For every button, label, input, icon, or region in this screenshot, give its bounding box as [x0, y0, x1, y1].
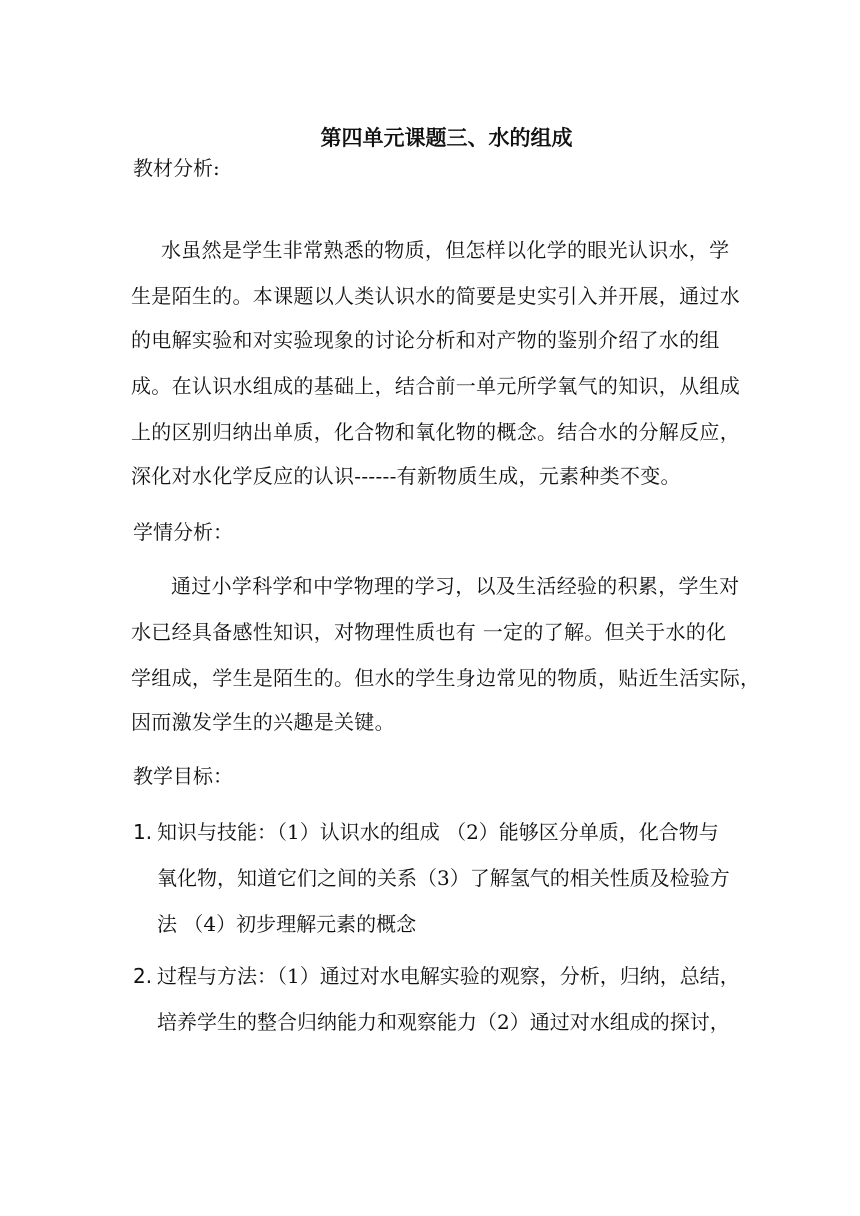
paragraph-line: 上的区别归纳出单质，化合物和氧化物的概念。结合水的分解反应， — [131, 420, 740, 444]
section-heading-material-analysis: 教材分析: — [133, 156, 220, 180]
page-title: 第四单元课题三、水的组成 — [320, 126, 573, 150]
paragraph-line: 因而激发学生的兴趣是关键。 — [131, 710, 395, 734]
paragraph-line: 通过小学科学和中学物理的学习，以及生活经验的积累，学生对 — [171, 574, 740, 598]
list-item-line: 法 （4）初步理解元素的概念 — [157, 912, 417, 936]
section-heading-teaching-goals: 教学目标： — [133, 764, 233, 788]
list-item-line: 氧化物，知道它们之间的关系（3）了解氢气的相关性质及检验方 — [157, 866, 730, 890]
paragraph-line: 水虽然是学生非常熟悉的物质，但怎样以化学的眼光认识水，学 — [161, 238, 730, 262]
paragraph-line: 生是陌生的。本课题以人类认识水的简要是史实引入并开展，通过水 — [131, 284, 740, 308]
paragraph-line: 成。在认识水组成的基础上，结合前一单元所学氧气的知识，从组成 — [131, 374, 740, 398]
paragraph-line: 水已经具备感性知识，对物理性质也有 一定的了解。但关于水的化 — [131, 620, 727, 644]
paragraph-line: 深化对水化学反应的认识------有新物质生成，元素种类不变。 — [131, 464, 681, 488]
list-number: 1. — [133, 820, 153, 844]
list-item-line: 培养学生的整合归纳能力和观察能力（2）通过对水组成的探讨， — [157, 1010, 730, 1034]
paragraph-line: 学组成，学生是陌生的。但水的学生身边常见的物质，贴近生活实际， — [131, 666, 761, 690]
list-number: 2. — [133, 964, 153, 988]
section-heading-student-analysis: 学情分析： — [133, 520, 233, 544]
paragraph-line: 的电解实验和对实验现象的讨论分析和对产物的鉴别介绍了水的组 — [131, 328, 720, 352]
list-item-line: 过程与方法：（1）通过对水电解实验的观察，分析，归纳，总结， — [157, 964, 740, 988]
list-item-line: 知识与技能：（1）认识水的组成 （2）能够区分单质，化合物与 — [157, 820, 719, 844]
